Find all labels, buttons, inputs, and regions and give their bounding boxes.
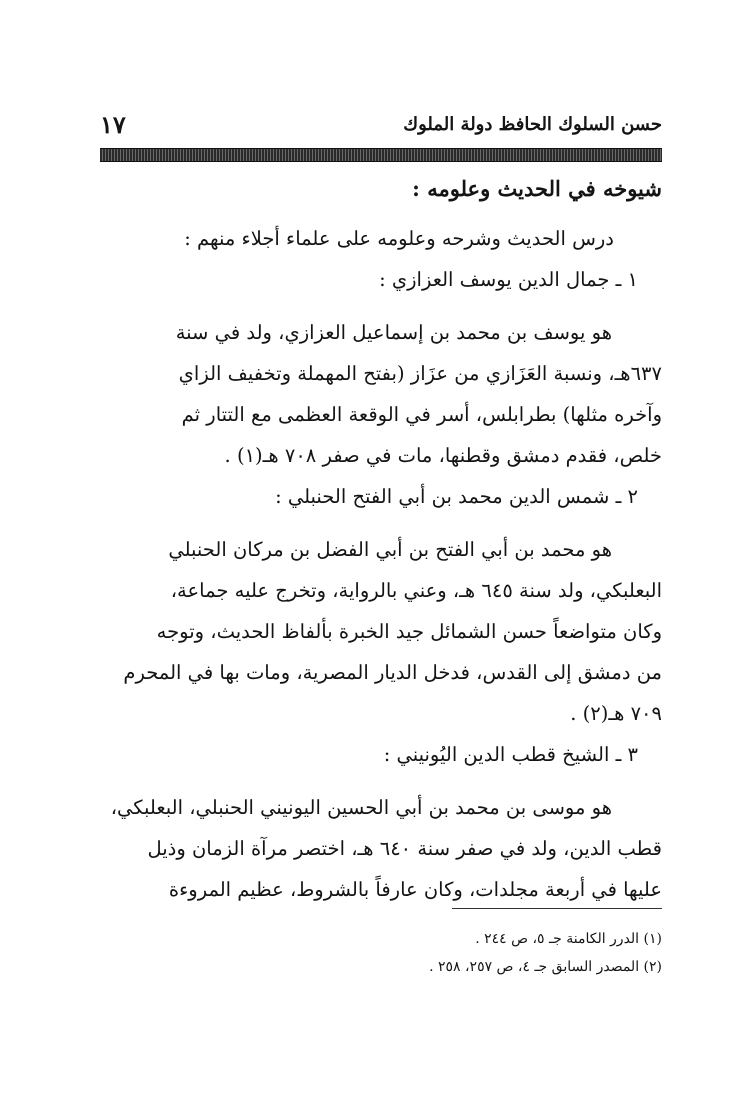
entry-1-line: وآخره مثلها) بطرابلس، أسر في الوقعة العظمى مع التتار ثم	[181, 403, 662, 426]
entry-1-line: خلص، فقدم دمشق وقطنها، مات في صفر ٧٠٨ هـ(١) .	[224, 444, 662, 467]
entry-2-line: ٧٠٩ هـ(٢) .	[570, 702, 662, 725]
entry-3-line: هو موسى بن محمد بن أبي الحسين اليونيني الحنبلي، البعلبكي،	[110, 796, 612, 819]
entry-1-line: ٦٣٧هـ، ونسبة العَزَازي من عزَاز (بفتح المهملة وتخفيف الزاي	[178, 362, 662, 385]
footnote-2: (٢) المصدر السابق جـ ٤، ص ٢٥٧، ٢٥٨ .	[429, 959, 662, 975]
page-number: ١٧	[100, 110, 126, 139]
entry-2-line: البعلبكي، ولد سنة ٦٤٥ هـ، وعني بالرواية، وتخرج عليه جماعة،	[170, 579, 662, 602]
footnotes	[100, 908, 662, 981]
entry-3-line: عليها في أربعة مجلدات، وكان عارفاً بالشروط، عظيم المروءة	[168, 878, 662, 901]
entry-2-title: ٢ ـ شمس الدين محمد بن أبي الفتح الحنبلي :	[275, 485, 638, 508]
entry-1-line: هو يوسف بن محمد بن إسماعيل العزازي، ولد في سنة	[175, 321, 612, 344]
header-rule	[100, 148, 662, 162]
entry-3-title: ٣ ـ الشيخ قطب الدين اليُونيني :	[383, 743, 638, 766]
entry-2-line: وكان متواضعاً حسن الشمائل جيد الخبرة بألفاظ الحديث، وتوجه	[156, 620, 662, 643]
page-header	[100, 108, 662, 152]
entry-2-line: من دمشق إلى القدس، فدخل الديار المصرية، ومات بها في المحرم	[123, 661, 662, 684]
section-heading: شيوخه في الحديث وعلومه :	[412, 176, 662, 201]
section-intro: درس الحديث وشرحه وعلومه على علماء أجلاء منهم :	[184, 227, 614, 250]
footnote-separator	[452, 908, 662, 909]
entry-2-line: هو محمد بن أبي الفتح بن أبي الفضل بن مركان الحنبلي	[168, 538, 612, 561]
body-text	[100, 168, 662, 910]
entry-1-title: ١ ـ جمال الدين يوسف العزازي :	[379, 268, 638, 291]
entry-3-line: قطب الدين، ولد في صفر سنة ٦٤٠ هـ، اختصر مرآة الزمان وذيل	[147, 837, 662, 860]
footnote-1: (١) الدرر الكامنة جـ ٥، ص ٢٤٤ .	[475, 931, 662, 947]
running-title: حسن السلوك الحافظ دولة الملوك	[403, 114, 662, 135]
